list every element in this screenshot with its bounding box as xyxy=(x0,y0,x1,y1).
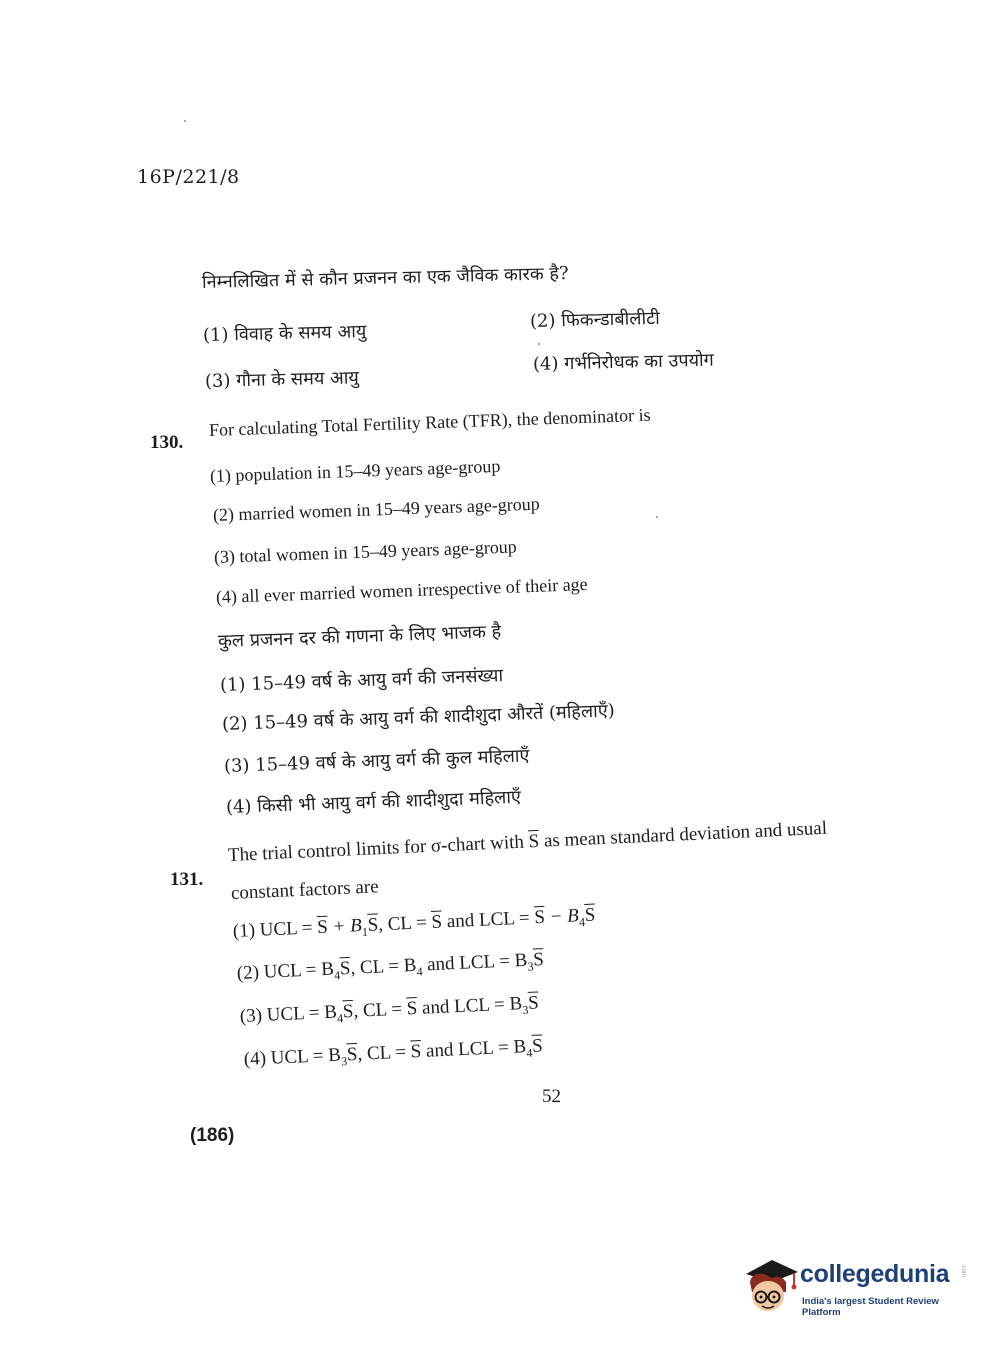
q131-o1-g: $\overline{S}$ xyxy=(533,906,546,929)
brand-tagline: India's largest Student Review Platform xyxy=(802,1296,939,1318)
q131-o1-h: − B xyxy=(544,905,580,928)
q131-o1-p: (1) UCL = xyxy=(232,917,318,942)
q131-o2-d: $\overline{S}$ xyxy=(532,949,545,971)
q130-option-en-3: (3) total women in 15–49 years age-group xyxy=(213,536,518,567)
q131-line1-a: The trial control limits for σ-chart with xyxy=(227,831,530,866)
q129-option-1: (1) विवाह के समय आयु xyxy=(202,321,367,346)
q131-o2-c-sub: 3 xyxy=(527,959,534,974)
q131-o4-e: $\overline{S}$ xyxy=(531,1035,544,1057)
q130-option-hi-3: (3) 15–49 वर्ष के आयु वर्ग की कुल महिलाएँ xyxy=(223,745,530,777)
q130-option-en-1: (1) population in 15–49 years age-group xyxy=(209,455,501,486)
set-number: (186) xyxy=(190,1125,235,1146)
q131-o3-d-sub: 3 xyxy=(522,1002,529,1017)
q131-o4-a: $\overline{S}$ xyxy=(346,1043,358,1066)
q131-o3-c: $\overline{S}$ xyxy=(406,997,418,1020)
q129-question: निम्नलिखित में से कौन प्रजनन का एक जैविक कारक है? xyxy=(201,263,569,293)
q131-o2-b-sub: 4 xyxy=(416,964,423,979)
q131-o1-c: $\overline{S}$ xyxy=(367,914,379,936)
q131-o4-p: (4) UCL = B xyxy=(243,1044,342,1070)
q131-sbar: $\overline{S}$ xyxy=(528,830,540,853)
q130-option-hi-4: (4) किसी भी आयु वर्ग की शादीशुदा महिलाएँ xyxy=(225,786,522,818)
q131-o1-h-sub: 4 xyxy=(578,914,586,930)
q130-option-en-4: (4) all ever married women irrespective of their age xyxy=(215,574,588,607)
q131-o1-f: and LCL = xyxy=(441,907,535,933)
q131-o1-b-sub: 1 xyxy=(361,924,369,939)
q129-option-2: (2) फिकन्डाबीलीटी xyxy=(529,307,661,332)
q130-question-hi: कुल प्रजनन दर की गणना के लिए भाजक है xyxy=(217,621,502,652)
q131-o2-p-sub: 4 xyxy=(333,968,341,983)
q131-o3-p-sub: 4 xyxy=(336,1011,344,1026)
q131-o4-d-sub: 4 xyxy=(526,1045,533,1060)
q131-question-line-2: constant factors are xyxy=(230,876,380,904)
q130-option-hi-1: (1) 15–49 वर्ष के आयु वर्ग की जनसंख्या xyxy=(219,665,504,696)
q131-option-2 xyxy=(236,949,544,988)
q131-option-1 xyxy=(232,905,596,946)
collegedunia-watermark xyxy=(742,1252,972,1324)
q131-o3-p: (3) UCL = B xyxy=(239,1001,338,1027)
page-number: 52 xyxy=(542,1086,561,1107)
q131-o1-b: + B xyxy=(327,915,363,938)
q131-line1-b: as mean standard deviation and usual xyxy=(538,817,828,852)
q131-option-3 xyxy=(239,992,539,1030)
q131-o2-p: (2) UCL = B xyxy=(236,958,335,984)
q131-o4-b: , CL = xyxy=(356,1041,412,1065)
q130-option-hi-2: (2) 15–49 वर्ष के आयु वर्ग की शादीशुदा औरतें (महिलाएँ) xyxy=(221,700,616,735)
q131-o1-d: , CL = xyxy=(377,911,432,936)
q131-o4-d: and LCL = B xyxy=(420,1036,527,1062)
q131-o3-e: $\overline{S}$ xyxy=(527,992,540,1014)
scan-speck xyxy=(656,516,658,518)
scan-speck xyxy=(184,120,186,122)
q131-o1-i: $\overline{S}$ xyxy=(584,904,596,927)
q131-o3-b: , CL = xyxy=(352,998,408,1022)
mascot-icon xyxy=(742,1252,800,1316)
q129-option-4: (4) गर्भनिरोधक का उपयोग xyxy=(532,349,715,375)
page-code: 16P/221/8 xyxy=(137,166,240,188)
q130-question-en: For calculating Total Fertility Rate (TFR), the denominator is xyxy=(208,404,651,440)
q131-o3-d: and LCL = B xyxy=(416,993,523,1019)
q131-option-4 xyxy=(243,1035,543,1073)
q131-number: 131. xyxy=(170,869,204,890)
q131-question-line-1 xyxy=(228,818,828,867)
q131-o2-c: and LCL = B xyxy=(421,949,528,976)
q129-option-3: (3) गौना के समय आयु xyxy=(204,367,360,392)
q131-o2-a: $\overline{S}$ xyxy=(339,957,351,980)
q131-o3-a: $\overline{S}$ xyxy=(342,1000,354,1023)
brand-domain: .com xyxy=(960,1264,966,1278)
q131-o1-e: $\overline{S}$ xyxy=(431,911,443,933)
q130-option-en-2: (2) married women in 15–49 years age-group xyxy=(212,493,541,525)
q131-o2-b: , CL = B xyxy=(349,954,417,979)
q131-o4-c: $\overline{S}$ xyxy=(410,1040,422,1063)
scan-speck xyxy=(538,343,540,345)
brand-name: collegedunia xyxy=(800,1260,950,1288)
q131-o4-p-sub: 3 xyxy=(340,1054,348,1069)
q131-o1-a: $\overline{S}$ xyxy=(316,916,329,939)
q130-number: 130. xyxy=(150,432,184,453)
